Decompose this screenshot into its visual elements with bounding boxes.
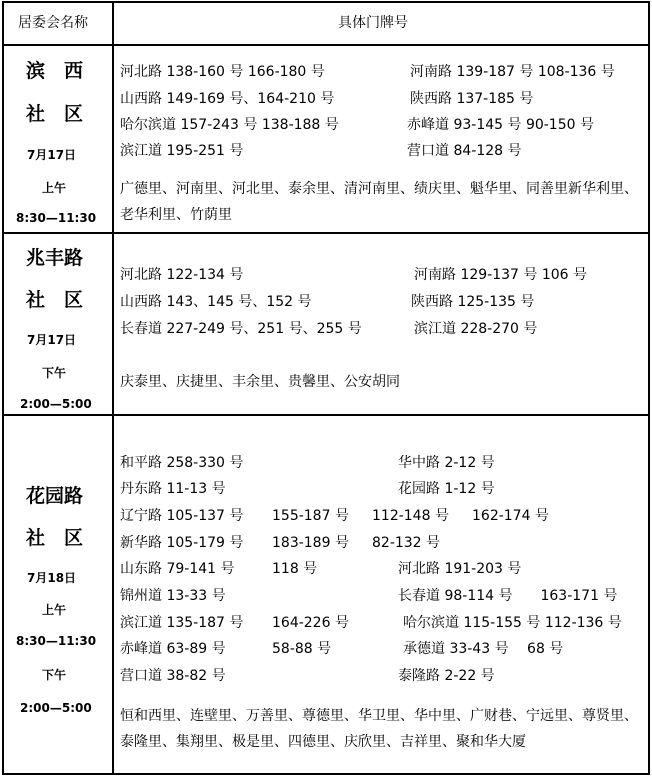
community-name-suffix: 社 区 bbox=[26, 289, 84, 311]
visit-date: 7月17日 bbox=[27, 333, 77, 347]
community-name-suffix: 社 区 bbox=[26, 103, 84, 125]
visit-time-afternoon: 2:00—5:00 bbox=[20, 701, 92, 715]
table-border-left bbox=[2, 1, 4, 775]
address-item: 82-132 号 bbox=[372, 535, 441, 551]
address-item: 赤峰道 63-89 号 bbox=[120, 641, 226, 657]
table-border-bottom bbox=[2, 773, 650, 775]
address-item: 河北路 122-134 号 bbox=[120, 267, 244, 283]
visit-period-afternoon: 下午 bbox=[42, 668, 67, 682]
address-item: 陕西路 125-135 号 bbox=[411, 294, 535, 310]
address-item: 丹东路 11-13 号 bbox=[120, 481, 226, 497]
address-item: 营口道 38-82 号 bbox=[120, 668, 226, 684]
address-item: 营口道 84-128 号 bbox=[407, 143, 522, 159]
table-divider-row1 bbox=[2, 232, 650, 234]
lanes-list: 庆泰里、庆捷里、丰余里、贵馨里、公安胡同 bbox=[120, 374, 400, 390]
address-item: 辽宁路 105-137 号 bbox=[120, 508, 244, 524]
address-item: 承德道 33-43 号 68 号 bbox=[403, 641, 564, 657]
community-name: 滨 西 bbox=[26, 60, 84, 82]
visit-time: 8:30—11:30 bbox=[16, 211, 97, 225]
visit-date: 7月17日 bbox=[27, 148, 77, 162]
table-divider-col bbox=[112, 1, 114, 775]
address-item: 哈尔滨道 115-155 号 112-136 号 bbox=[403, 615, 622, 631]
address-item: 锦州道 13-33 号 bbox=[120, 588, 226, 604]
address-item: 162-174 号 bbox=[472, 508, 549, 524]
visit-time: 2:00—5:00 bbox=[20, 397, 92, 411]
address-item: 陕西路 137-185 号 bbox=[410, 91, 534, 107]
address-item: 183-189 号 bbox=[272, 535, 349, 551]
visit-date: 7月18日 bbox=[27, 571, 77, 585]
address-item: 长春道 227-249 号、251 号、255 号 bbox=[120, 321, 362, 337]
visit-period: 上午 bbox=[42, 603, 67, 617]
address-item: 河南路 139-187 号 108-136 号 bbox=[410, 64, 615, 80]
address-item: 112-148 号 bbox=[372, 508, 449, 524]
address-item: 118 号 bbox=[272, 561, 318, 577]
community-name-suffix: 社 区 bbox=[26, 527, 84, 549]
address-item: 赤峰道 93-145 号 90-150 号 bbox=[407, 117, 594, 133]
community-name: 花园路 bbox=[26, 485, 84, 507]
visit-time: 8:30—11:30 bbox=[16, 634, 97, 648]
table-divider-header bbox=[2, 44, 650, 46]
address-item: 滨江道 195-251 号 bbox=[120, 143, 244, 159]
address-item: 山西路 149-169 号、164-210 号 bbox=[120, 91, 335, 107]
address-item: 新华路 105-179 号 bbox=[120, 535, 244, 551]
address-item: 山东路 79-141 号 bbox=[120, 561, 235, 577]
table-border-top bbox=[2, 1, 650, 3]
address-item: 164-226 号 bbox=[272, 615, 349, 631]
address-item: 花园路 1-12 号 bbox=[398, 481, 495, 497]
header-col-community: 居委会名称 bbox=[18, 15, 88, 31]
community-name: 兆丰路 bbox=[26, 247, 84, 269]
address-item: 哈尔滨道 157-243 号 138-188 号 bbox=[120, 117, 339, 133]
address-item: 滨江道 228-270 号 bbox=[414, 321, 538, 337]
address-item: 长春道 98-114 号 163-171 号 bbox=[398, 588, 618, 604]
address-item: 泰隆路 2-22 号 bbox=[398, 668, 495, 684]
address-item: 河南路 129-137 号 106 号 bbox=[414, 267, 588, 283]
address-item: 58-88 号 bbox=[272, 641, 332, 657]
address-item: 155-187 号 bbox=[272, 508, 349, 524]
address-item: 和平路 258-330 号 bbox=[120, 455, 244, 471]
address-item: 河北路 191-203 号 bbox=[398, 561, 522, 577]
table-border-right bbox=[648, 1, 650, 775]
address-item: 山西路 143、145 号、152 号 bbox=[120, 294, 312, 310]
visit-period: 下午 bbox=[42, 366, 67, 380]
visit-period: 上午 bbox=[42, 181, 67, 195]
address-item: 滨江道 135-187 号 bbox=[120, 615, 244, 631]
table-divider-row2 bbox=[2, 414, 650, 416]
address-item: 河北路 138-160 号 166-180 号 bbox=[120, 64, 325, 80]
lanes-list: 恒和西里、连壁里、万善里、尊德里、华卫里、华中里、广财巷、宁远里、尊贤里、泰隆里、集翔里、极是里、四德里、庆欣里、吉祥里、聚和华大厦 bbox=[120, 708, 638, 750]
header-col-addresses: 具体门牌号 bbox=[338, 15, 408, 31]
lanes-list: 广德里、河南里、河北里、泰余里、清河南里、绩庆里、魁华里、同善里新华利里、老华利里、竹荫里 bbox=[120, 181, 638, 223]
address-item: 华中路 2-12 号 bbox=[398, 455, 495, 471]
